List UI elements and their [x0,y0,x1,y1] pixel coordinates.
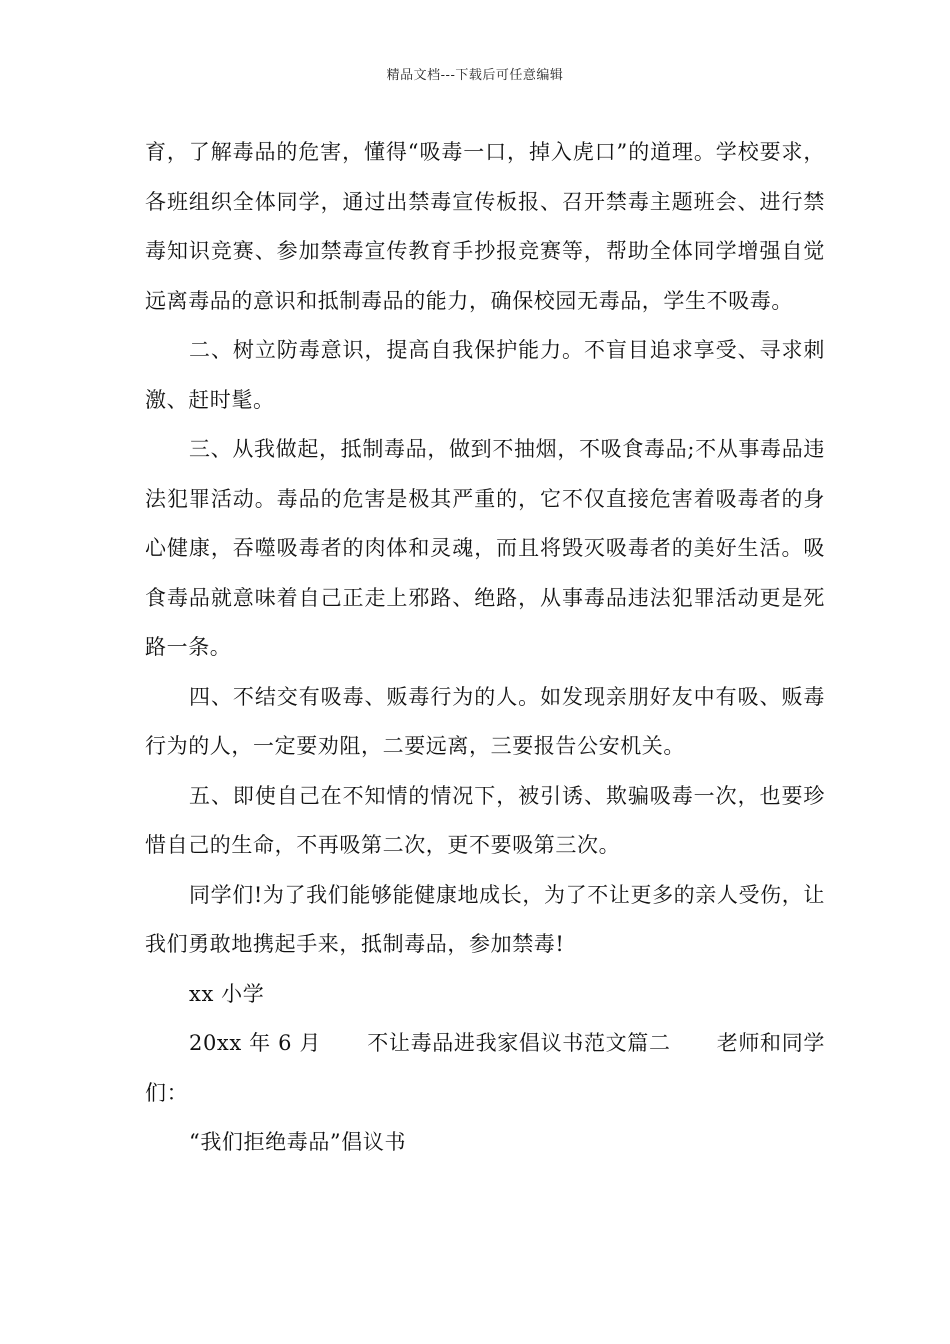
paragraph-intro-continued: 育，了解毒品的危害，懂得“吸毒一口，掉入虎口”的道理。学校要求，各班组织全体同学，通过出禁毒宣传板报、召开禁毒主题班会、进行禁毒知识竞赛、参加禁毒宣传教育手抄报竞赛等，帮助全体同学增强自觉远离毒品的意识和抵制毒品的能力，确保校园无毒品，学生不吸毒。 [145,140,825,313]
paragraph-point-two: 二、树立防毒意识，提高自我保护能力。不盲目追求享受、寻求刺激、赶时髦。 [145,338,825,412]
date-text: 20xx 年 6 月 [189,1031,322,1055]
document-body [145,128,825,1168]
date-and-next-title [145,1019,825,1118]
next-article-title: 不让毒品进我家倡议书范文篇二 [367,1031,671,1055]
paragraph-point-five: 五、即使自己在不知情的情况下，被引诱、欺骗吸毒一次，也要珍惜自己的生命，不再吸第二次，更不要吸第三次。 [145,783,825,857]
paragraph-point-four: 四、不结交有吸毒、贩毒行为的人。如发现亲朋好友中有吸、贩毒行为的人，一定要劝阻，二要远离，三要报告公安机关。 [145,684,825,758]
signature-school: xx 小学 [189,981,265,1006]
paragraph-point-three: 三、从我做起，抵制毒品，做到不抽烟，不吸食毒品;不从事毒品违法犯罪活动。毒品的危害是极其严重的，它不仅直接危害着吸毒者的身心健康，吞噬吸毒者的肉体和灵魂，而且将毁灭吸毒者的美好生活。吸食毒品就意味着自己正走上邪路、绝路，从事毒品违法犯罪活动更是死路一条。 [145,437,825,659]
page-header: 精品文档---下载后可任意编辑 [386,68,564,83]
paragraph-closing-appeal: 同学们!为了我们能够能健康地成长，为了不让更多的亲人受伤，让我们勇敢地携起手来，抵制毒品，参加禁毒! [145,882,825,956]
proposal-title: “我们拒绝毒品”倡议书 [189,1130,407,1154]
greeting-text: 老师和同学们： [145,1031,825,1105]
